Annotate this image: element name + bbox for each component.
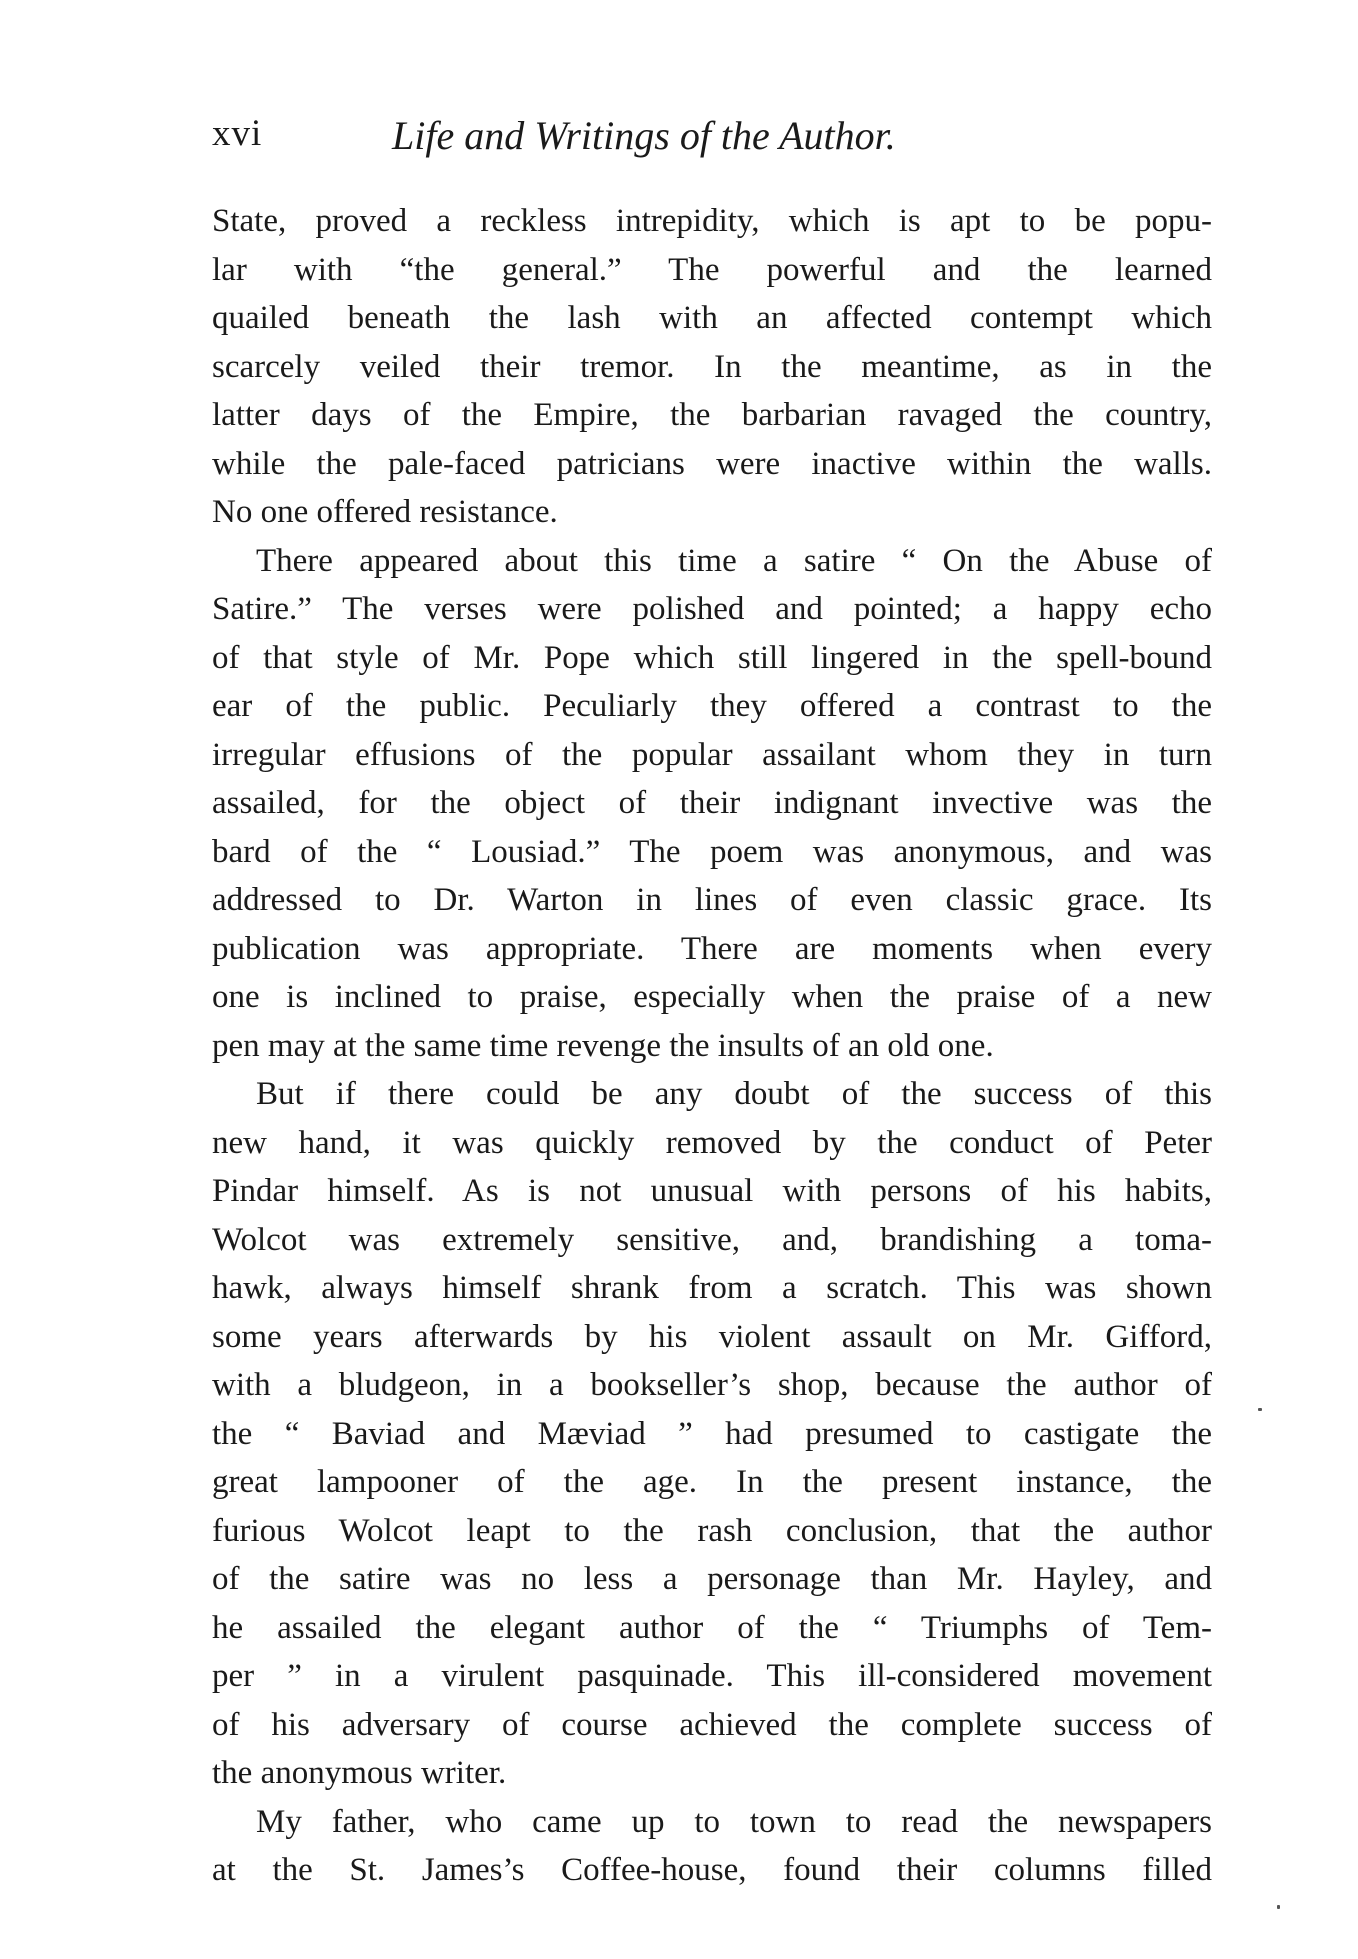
text-line: at the St. James’s Coffee-house, found their columns filled [212,1852,1212,1888]
paragraph [212,537,1212,1071]
text-line: Wolcot was extremely sensitive, and, brandishing a toma- [212,1221,1212,1258]
text-line: hawk, always himself shrank from a scratch. This was shown [212,1270,1212,1306]
text-line: the “ Baviad and Mæviad ” had presumed to castigate the [212,1415,1212,1452]
text-line: with a bludgeon, in a bookseller’s shop, because the author of [212,1367,1212,1403]
text-line: But if there could be any doubt of the success of this [256,1076,1212,1112]
text-line: addressed to Dr. Warton in lines of even classic grace. Its [212,882,1212,918]
text-line: per ” in a virulent pasquinade. This ill-considered movement [212,1658,1212,1694]
text-line: quailed beneath the lash with an affected contempt which [212,300,1212,336]
text-line: he assailed the elegant author of the “ Triumphs of Tem- [212,1609,1212,1646]
text-line: new hand, it was quickly removed by the conduct of Peter [212,1124,1212,1161]
scan-speck [1277,1905,1280,1909]
text-line: while the pale-faced patricians were inactive within the walls. [212,445,1212,482]
text-line: some years afterwards by his violent assault on Mr. Gifford, [212,1318,1212,1355]
paragraph [212,1070,1212,1798]
text-line: There appeared about this time a satire “ On the Abuse of [256,542,1212,579]
text-line: publication was appropriate. There are moments when every [212,930,1212,967]
running-head [212,112,1212,172]
text-line: great lampooner of the age. In the present instance, the [212,1464,1212,1500]
text-line: furious Wolcot leapt to the rash conclusion, that the author [212,1512,1212,1549]
paragraph [212,197,1212,537]
text-line: pen may at the same time revenge the insults of an old one. [212,1027,994,1064]
text-line: the anonymous writer. [212,1755,507,1791]
text-line: My father, who came up to town to read the newspapers [256,1803,1212,1840]
running-title: Life and Writings of the Author. [392,113,896,158]
text-line: latter days of the Empire, the barbarian ravaged the country, [212,397,1212,433]
text-line: scarcely veiled their tremor. In the meantime, as in the [212,348,1212,385]
text-line: ear of the public. Peculiarly they offered a contrast to the [212,688,1212,724]
text-line: of that style of Mr. Pope which still lingered in the spell-bound [212,639,1212,676]
text-line: No one offered resistance. [212,494,558,530]
text-line: Pindar himself. As is not unusual with persons of his habits, [212,1173,1212,1209]
text-line: assailed, for the object of their indignant invective was the [212,785,1212,821]
text-line: of the satire was no less a personage than Mr. Hayley, and [212,1561,1212,1597]
text-line: bard of the “ Lousiad.” The poem was anonymous, and was [212,833,1212,870]
text-line: Satire.” The verses were polished and pointed; a happy echo [212,591,1212,627]
text-line: one is inclined to praise, especially when the praise of a new [212,979,1212,1015]
text-line: of his adversary of course achieved the complete success of [212,1706,1212,1743]
text-line: State, proved a reckless intrepidity, which is apt to be popu- [212,203,1212,239]
text-line: irregular effusions of the popular assailant whom they in turn [212,736,1212,773]
text-line: lar with “the general.” The powerful and the learned [212,251,1212,288]
page-number: xvi [212,113,263,154]
scan-speck [1258,1408,1262,1411]
body-text [212,197,1212,1895]
paragraph [212,1798,1212,1895]
